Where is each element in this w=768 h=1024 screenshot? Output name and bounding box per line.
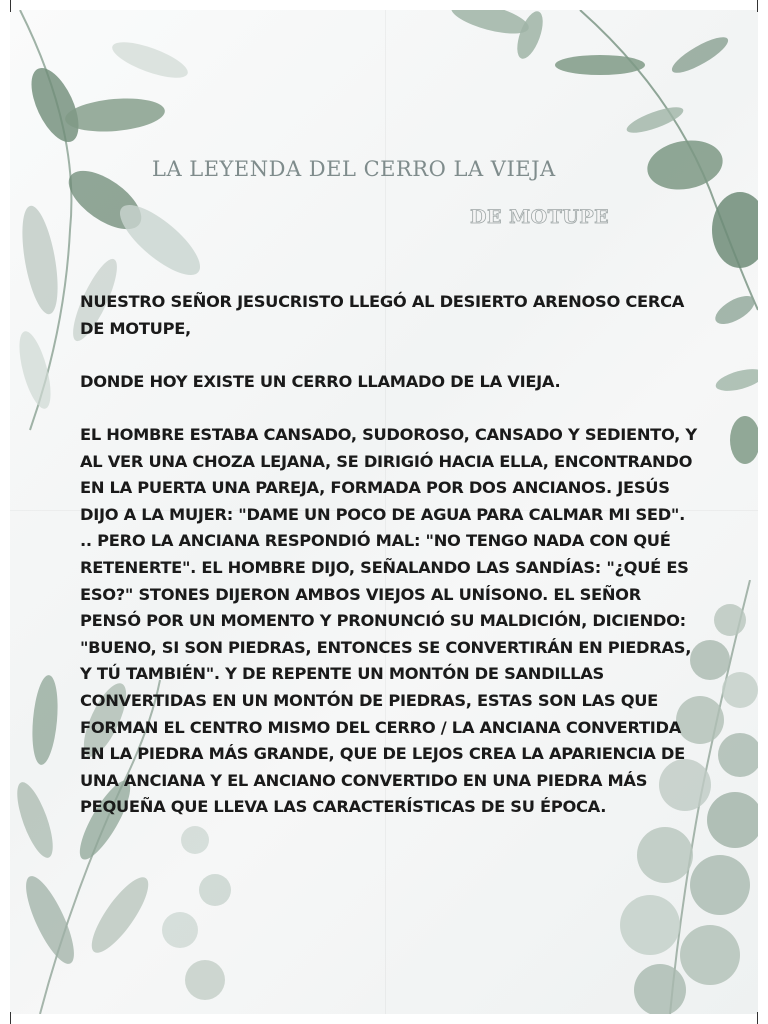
page-subtitle: DE MOTUPE [470,206,610,228]
story-paragraph: DONDE HOY EXISTE UN CERRO LLAMADO DE LA VIEJA. [80,371,561,391]
story-body [80,289,700,821]
paper-page [10,10,758,1014]
corner-mark [10,1012,11,1024]
corner-mark [757,1012,758,1024]
story-paragraph: EL HOMBRE ESTABA CANSADO, SUDOROSO, CANSADO Y SEDIENTO, Y AL VER UNA CHOZA LEJANA, SE DIRIGIÓ HACIA ELLA, ENCONTRANDO EN LA PUERTA UNA PAREJA, FORMADA POR DOS ANCIANOS. JESÚS DIJO A LA MUJER: "DAME UN POCO DE AGUA PARA CALMAR MI SED". .. PERO LA ANCIANA RESPONDIÓ MAL: "NO TENGO NADA CON QUÉ RETENERTE". EL HOMBRE DIJO, SEÑALANDO LAS SANDÍAS: "¿QUÉ ES ESO?" STONES DIJERON AMBOS VIEJOS AL UNÍSONO. EL SEÑOR PENSÓ POR UN MOMENTO Y PRONUNCIÓ SU MALDICIÓN, DICIENDO: "BUENO, SI SON PIEDRAS, ENTONCES SE CONVERTIRÁN EN PIEDRAS, Y TÚ TAMBIÉN". Y DE REPENTE UN MONTÓN DE SANDILLAS CONVERTIDAS EN UN MONTÓN DE PIEDRAS, ESTAS SON LAS QUE FORMAN EL CENTRO MISMO DEL CERRO / LA ANCIANA CONVERTIDA EN LA PIEDRA MÁS GRANDE, QUE DE LEJOS CREA LA APARIENCIA DE UNA ANCIANA Y EL ANCIANO CONVERTIDO EN UNA PIEDRA MÁS PEQUEÑA QUE LLEVA LAS CARACTERÍSTICAS DE SU ÉPOCA. [80,424,697,817]
story-paragraph: NUESTRO SEÑOR JESUCRISTO LLEGÓ AL DESIERTO ARENOSO CERCA DE MOTUPE, [80,292,685,338]
corner-mark [757,0,758,12]
corner-mark [10,0,11,12]
page-title: LA LEYENDA DEL CERRO LA VIEJA [152,157,556,181]
